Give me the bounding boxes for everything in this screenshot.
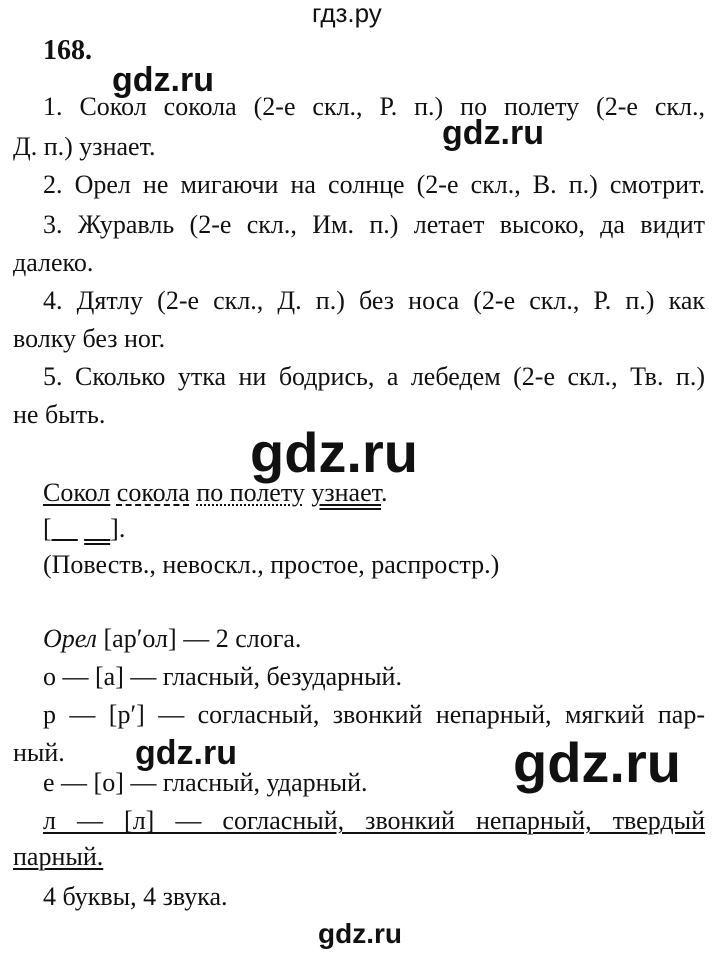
phoneme-l-line-2: парный. bbox=[13, 842, 104, 871]
sentence-5-line-2: не быть. bbox=[13, 400, 106, 429]
object-word: сокола bbox=[116, 478, 190, 507]
predicate-word: узнает bbox=[311, 478, 382, 507]
header-site: гдз.ру bbox=[312, 0, 382, 28]
scheme-open: [ bbox=[43, 514, 52, 543]
phoneme-l-line-1: л — [л] — согласный, звонкий непарный, твердый bbox=[43, 806, 705, 835]
sentence-2: 2. Орел не мигаючи на солнце (2-е скл., В. п.) смотрит. bbox=[43, 170, 705, 199]
phoneme-r-line-2: ный. bbox=[13, 738, 65, 767]
sentence-end: . bbox=[381, 478, 388, 507]
subject-word: Сокол bbox=[43, 478, 111, 507]
task-number: 168. bbox=[43, 35, 92, 66]
phonetic-word: Орел bbox=[43, 624, 98, 653]
watermark: gdz.ru bbox=[135, 734, 237, 772]
sentence-scheme bbox=[43, 514, 125, 544]
sentence-3-line-1: 3. Журавль (2-е скл., Им. п.) летает высоко, да видит bbox=[43, 210, 705, 239]
adverbial-phrase: по полету bbox=[196, 478, 305, 507]
sentence-1-line-1: 1. Сокол сокола (2-е скл., Р. п.) по полету (2-е скл., bbox=[43, 92, 705, 121]
sentence-1-line-2: Д. п.) узнает. bbox=[13, 132, 156, 161]
watermark: gdz.ru bbox=[513, 731, 681, 794]
sentence-characteristics: (Повеств., невоскл., простое, распростр.) bbox=[43, 550, 500, 579]
scheme-predicate: __ bbox=[84, 514, 111, 543]
parsed-sentence bbox=[43, 478, 388, 508]
phoneme-e: е — [о] — гласный, ударный. bbox=[43, 768, 368, 797]
sentence-3-line-2: далеко. bbox=[13, 248, 94, 277]
watermark: gdz.ru bbox=[112, 61, 214, 99]
sentence-5-line-1: 5. Сколько утка ни бодрись, а лебедем (2-е скл., Тв. п.) bbox=[43, 362, 705, 391]
watermark: gdz.ru bbox=[442, 114, 544, 152]
watermark: gdz.ru bbox=[250, 421, 418, 484]
phonetic-word-line bbox=[43, 624, 301, 654]
scheme-subject: __ bbox=[51, 514, 78, 543]
phonetic-transcription: [ар′ол] — 2 слога. bbox=[97, 624, 302, 653]
watermark: gdz.ru bbox=[318, 918, 402, 949]
phoneme-r-line-1: р — [р′] — согласный, звонкий непарный, мягкий пар- bbox=[43, 700, 705, 729]
phonetic-summary: 4 буквы, 4 звука. bbox=[43, 882, 228, 911]
scheme-close: ]. bbox=[110, 514, 126, 543]
sentence-4-line-2: волку без ног. bbox=[13, 324, 166, 353]
sentence-4-line-1: 4. Дятлу (2-е скл., Д. п.) без носа (2-е скл., Р. п.) как bbox=[43, 286, 705, 315]
phoneme-o: о — [а] — гласный, безударный. bbox=[43, 662, 402, 691]
